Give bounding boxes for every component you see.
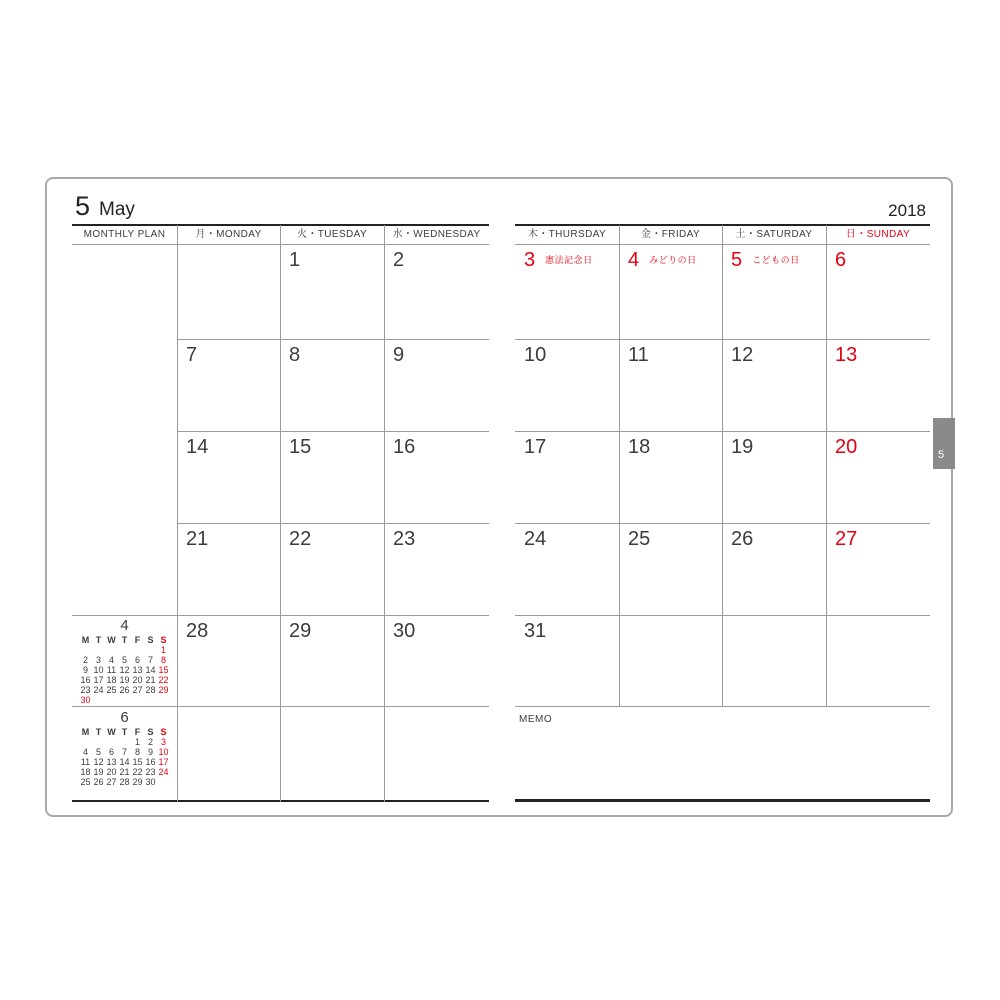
day-number: 25 (628, 528, 651, 550)
day-number: 8 (289, 344, 301, 366)
day-cell (515, 245, 619, 340)
mini-day: 27 (132, 685, 143, 695)
mini-day (92, 695, 105, 705)
weekday-letter: S (147, 727, 154, 737)
year-label: 2018 (888, 201, 926, 220)
mini-day: 28 (145, 685, 156, 695)
day-number: 17 (524, 436, 547, 458)
mini-day: 17 (93, 675, 104, 685)
day-cell (384, 245, 489, 340)
mini-day: 22 (132, 767, 143, 777)
mini-day: 30 (145, 777, 156, 787)
day-number: 21 (186, 528, 209, 550)
mini-day: 6 (108, 747, 114, 757)
memo-label: MEMO (519, 714, 553, 725)
mini-day: 14 (145, 665, 156, 675)
day-cell (619, 524, 722, 616)
mini-day (157, 695, 170, 705)
mini-day: 9 (82, 665, 88, 675)
mini-calendar-title: 6 (120, 709, 129, 726)
month-index-tab-label: 5 (938, 449, 945, 461)
mini-day (131, 645, 144, 655)
weekday-letter: W (107, 635, 116, 645)
day-number: 9 (393, 344, 405, 366)
holiday-label: 憲法記念日 (545, 255, 593, 265)
page-title (75, 191, 135, 221)
day-number: 4 (628, 249, 640, 271)
mini-day: 24 (158, 767, 169, 777)
mini-day: 13 (106, 757, 117, 767)
mini-day: 12 (119, 665, 130, 675)
mini-day (79, 645, 92, 655)
column-header: 金・FRIDAY (640, 229, 701, 240)
mini-day: 22 (158, 675, 169, 685)
day-cell (515, 432, 619, 524)
day-number: 26 (731, 528, 754, 550)
day-cell (177, 616, 280, 707)
mini-day (118, 737, 131, 747)
weekday-letter: F (134, 635, 141, 645)
day-cell (280, 340, 384, 432)
mini-day: 20 (106, 767, 117, 777)
mini-day (144, 645, 157, 655)
day-number: 14 (186, 436, 209, 458)
mini-day: 18 (80, 767, 91, 777)
day-cell (280, 524, 384, 616)
day-cell (826, 432, 930, 524)
day-number: 24 (524, 528, 547, 550)
day-cell (722, 524, 826, 616)
mini-day: 10 (93, 665, 104, 675)
day-cell (384, 524, 489, 616)
mini-day: 26 (93, 777, 104, 787)
mini-day: 7 (121, 747, 127, 757)
day-number: 18 (628, 436, 651, 458)
day-cell (384, 616, 489, 707)
day-number: 27 (835, 528, 858, 550)
day-cell (177, 432, 280, 524)
day-number: 2 (393, 249, 405, 271)
mini-day (105, 695, 118, 705)
mini-day: 29 (158, 685, 169, 695)
mini-day: 29 (132, 777, 143, 787)
mini-day: 14 (119, 757, 130, 767)
mini-day: 5 (95, 747, 101, 757)
mini-day (157, 777, 170, 787)
mini-day: 28 (119, 777, 130, 787)
column-header: 土・SATURDAY (735, 229, 813, 240)
mini-day: 23 (145, 767, 156, 777)
mini-day: 30 (80, 695, 91, 705)
day-cell (619, 245, 722, 340)
day-number: 16 (393, 436, 416, 458)
day-cell (280, 616, 384, 707)
day-number: 20 (835, 436, 858, 458)
day-number: 1 (289, 249, 301, 271)
mini-calendar-grid (72, 727, 177, 787)
weekday-letter: M (81, 727, 90, 737)
mini-day: 25 (80, 777, 91, 787)
mini-day: 16 (145, 757, 156, 767)
month-number: 5 (75, 191, 91, 221)
column-header: 水・WEDNESDAY (392, 229, 481, 240)
mini-day (92, 645, 105, 655)
day-cell (177, 340, 280, 432)
column-header: 火・TUESDAY (296, 229, 368, 240)
day-number: 23 (393, 528, 416, 550)
day-cell (619, 432, 722, 524)
column-header: 日・SUNDAY (845, 229, 911, 240)
day-number: 22 (289, 528, 312, 550)
day-number: 12 (731, 344, 754, 366)
day-number: 29 (289, 620, 312, 642)
mini-day: 3 (95, 655, 101, 665)
mini-day (118, 645, 131, 655)
month-index-tab (933, 418, 955, 469)
day-cell (515, 524, 619, 616)
mini-day: 11 (80, 757, 91, 767)
mini-day: 24 (93, 685, 104, 695)
mini-day: 8 (134, 747, 140, 757)
day-cell (826, 245, 930, 340)
day-number: 10 (524, 344, 547, 366)
mini-day: 26 (119, 685, 130, 695)
mini-day: 20 (132, 675, 143, 685)
mini-day: 15 (158, 665, 169, 675)
day-cell (722, 245, 826, 340)
holiday-label: みどりの日 (649, 255, 697, 265)
mini-day: 17 (158, 757, 169, 767)
day-number: 6 (835, 249, 847, 271)
day-cell (177, 524, 280, 616)
day-cell (384, 340, 489, 432)
day-cell (826, 340, 930, 432)
day-number: 7 (186, 344, 198, 366)
day-cell (826, 524, 930, 616)
mini-day: 9 (147, 747, 153, 757)
mini-calendar-grid (72, 635, 177, 705)
mini-day: 2 (82, 655, 88, 665)
day-number: 30 (393, 620, 416, 642)
mini-day: 1 (134, 737, 140, 747)
holiday-label: こどもの日 (752, 255, 800, 265)
mini-day: 3 (160, 737, 166, 747)
weekday-letter: T (95, 635, 102, 645)
mini-day (79, 737, 92, 747)
mini-day: 16 (80, 675, 91, 685)
day-number: 15 (289, 436, 312, 458)
day-cell (722, 432, 826, 524)
day-number: 19 (731, 436, 754, 458)
mini-day: 5 (121, 655, 127, 665)
mini-calendar-title: 4 (120, 617, 129, 634)
weekday-letter: W (107, 727, 116, 737)
day-number: 28 (186, 620, 209, 642)
day-number: 5 (731, 249, 743, 271)
mini-day: 12 (93, 757, 104, 767)
day-cell (280, 245, 384, 340)
day-cell (722, 340, 826, 432)
mini-day: 13 (132, 665, 143, 675)
day-cell (515, 616, 619, 707)
day-number: 31 (524, 620, 547, 642)
day-cell (280, 432, 384, 524)
mini-day (131, 695, 144, 705)
mini-calendar-april (72, 618, 177, 705)
day-number: 3 (524, 249, 536, 271)
weekday-letter: F (134, 727, 141, 737)
column-header: 木・THURSDAY (527, 229, 607, 240)
mini-day: 4 (82, 747, 88, 757)
mini-day: 4 (108, 655, 114, 665)
weekday-letter: T (121, 635, 128, 645)
mini-day: 1 (160, 645, 166, 655)
mini-day: 27 (106, 777, 117, 787)
mini-day: 6 (134, 655, 140, 665)
day-number: 13 (835, 344, 858, 366)
mini-day: 7 (147, 655, 153, 665)
day-number: 11 (628, 344, 649, 366)
mini-day: 19 (93, 767, 104, 777)
mini-day: 18 (106, 675, 117, 685)
mini-day: 2 (147, 737, 153, 747)
mini-calendar-june (72, 710, 177, 787)
weekday-letter: M (81, 635, 90, 645)
mini-day: 10 (158, 747, 169, 757)
mini-day: 23 (80, 685, 91, 695)
weekday-letter: T (95, 727, 102, 737)
weekday-letter: S (160, 727, 167, 737)
weekday-letter: T (121, 727, 128, 737)
mini-day: 11 (106, 665, 117, 675)
column-header: MONTHLY PLAN (83, 229, 166, 240)
mini-day: 25 (106, 685, 117, 695)
day-cell (384, 432, 489, 524)
mini-day: 21 (119, 767, 130, 777)
column-header: 月・MONDAY (195, 229, 262, 240)
mini-day (92, 737, 105, 747)
mini-day (105, 645, 118, 655)
mini-day (118, 695, 131, 705)
grid-line-horizontal (515, 799, 930, 802)
weekday-letter: S (160, 635, 167, 645)
month-name: May (99, 199, 135, 220)
planner-page (45, 177, 953, 817)
day-cell (619, 340, 722, 432)
mini-day (144, 695, 157, 705)
mini-day: 8 (160, 655, 166, 665)
day-cell (515, 340, 619, 432)
mini-day: 21 (145, 675, 156, 685)
mini-day: 19 (119, 675, 130, 685)
mini-day: 15 (132, 757, 143, 767)
mini-day (105, 737, 118, 747)
weekday-letter: S (147, 635, 154, 645)
